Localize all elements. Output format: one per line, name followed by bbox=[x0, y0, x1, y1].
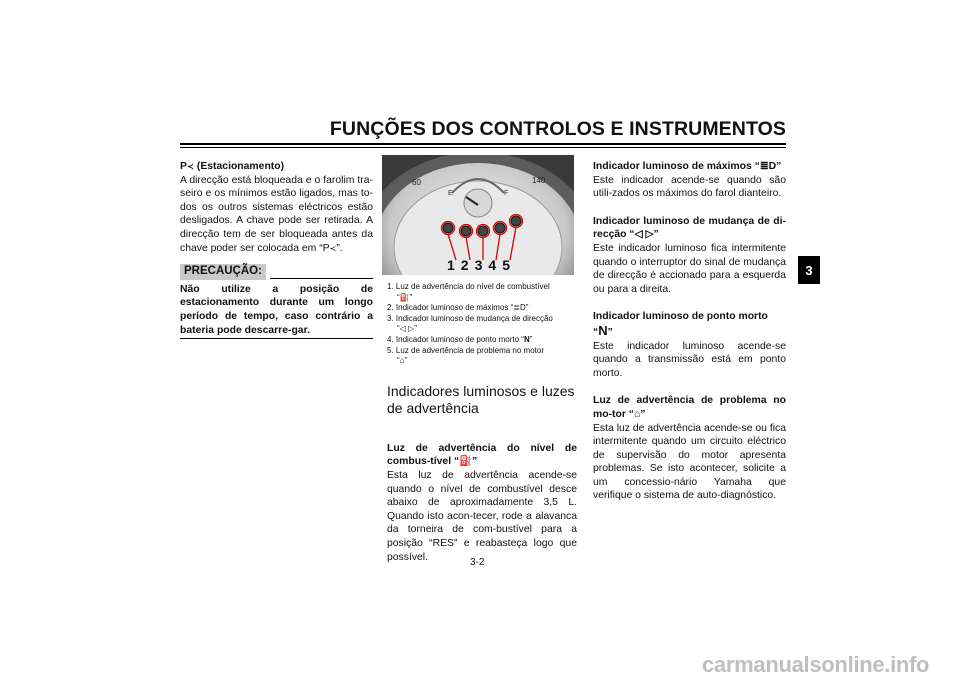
instrument-figure bbox=[382, 155, 574, 275]
parking-p-icon: P≺ bbox=[180, 161, 194, 172]
park-heading: (Estacionamento) bbox=[196, 161, 285, 172]
svg-text:60: 60 bbox=[412, 178, 421, 187]
turn-icon-line: “◁ ▷” bbox=[397, 324, 417, 334]
engine-heading: Luz de advertência de problema no mo-tor “⌂” bbox=[593, 395, 786, 420]
parking-p-icon-inline: P≺ bbox=[322, 242, 337, 254]
high-beam-icon-2: ≣D bbox=[759, 161, 777, 172]
engine-icon-line: “⌂” bbox=[397, 356, 408, 366]
fuel-pump-icon-2: ⛽ bbox=[459, 456, 473, 468]
svg-text:F: F bbox=[504, 190, 509, 197]
neutral-icon: N bbox=[523, 334, 530, 344]
caption-1: 1. Luz de advertência do nível de combustível bbox=[387, 282, 550, 291]
callout-3: 3 bbox=[474, 257, 489, 273]
title-rule bbox=[180, 143, 786, 145]
caution-rule bbox=[270, 278, 373, 279]
caption-4: 4. Indicador luminoso de ponto morto “N” bbox=[387, 334, 533, 344]
high-beam-icon: ≣D bbox=[513, 303, 526, 313]
neutral-icon-2: N bbox=[598, 322, 608, 338]
left-column bbox=[180, 160, 373, 339]
figure-callout-numbers bbox=[447, 257, 516, 273]
fuel-heading-text: Luz de advertência do nível de combus-tível “ bbox=[387, 442, 577, 468]
right-column bbox=[593, 160, 786, 503]
caption-3: 3. Indicador luminoso de mudança de direcção bbox=[387, 313, 553, 323]
svg-text:140: 140 bbox=[532, 176, 546, 185]
engine-heading-text: Luz de advertência de problema no mo-tor “ bbox=[593, 395, 786, 420]
fuel-body: Esta luz de advertência acende-se quando o nível de combustível desce abaixo de aproximadamente 3,5 L. Quando isto acon-tecer, rode a alavanca da torneira de com-bustível para a posição “RES” e reabasteça logo que possível. bbox=[387, 469, 577, 563]
turn-heading-text: Indicador luminoso de mudança de di-recção “ bbox=[593, 215, 786, 241]
middle-column bbox=[387, 282, 577, 564]
caption-2: 2. Indicador luminoso de máximos “≣D” bbox=[387, 303, 529, 313]
fuel-pump-icon: ⛽ bbox=[399, 292, 410, 302]
caution-text: Não utilize a posição de estacionamento durante um longo período de tempo, caso contrário a bateria pode descarre-gar. bbox=[180, 283, 373, 336]
footer-watermark: carmanualsonline.info bbox=[702, 652, 930, 677]
engine-icon-2: ⌂ bbox=[633, 408, 641, 420]
fuel-icon-line: “⛽” bbox=[397, 292, 413, 302]
section-title: Indicadores luminosos e luzes de advertência bbox=[387, 382, 575, 416]
park-body-end: ”. bbox=[336, 242, 343, 254]
page-number: 3-2 bbox=[470, 557, 485, 568]
park-body bbox=[180, 174, 373, 256]
engine-body: Esta luz de advertência acende-se ou fica intermitente quando um circuito eléctrico de supervisão do motor apresenta problemas. Se isto acontecer, solicite a um concessio-nário Yamaha que verifique o sistema de auto-diagnóstico. bbox=[593, 422, 786, 502]
caption-2-text: 2. Indicador luminoso de máximos “ bbox=[387, 303, 514, 313]
park-heading-line bbox=[180, 160, 373, 174]
turn-signal-icon-2: ◁ ▷ bbox=[634, 229, 654, 241]
svg-text:E: E bbox=[448, 190, 453, 197]
figure-captions bbox=[387, 282, 577, 367]
park-body-text: A direcção está bloqueada e o farolim tra-seiro e os mínimos estão ligados, mas to-dos os outros sistemas eléctricos estão desligados. A chave pode ser retirada. A direcção tem de ser bloqueada antes da chave poder ser colocada em “ bbox=[180, 174, 373, 254]
caution-end-rule bbox=[180, 338, 373, 339]
highbeam-heading: Indicador luminoso de máximos “≣D” bbox=[593, 161, 782, 172]
caption-5: 5. Luz de advertência de problema no motor bbox=[387, 345, 544, 355]
caution-header bbox=[180, 264, 373, 280]
turn-signal-icon: ◁ ▷ bbox=[399, 324, 415, 334]
highbeam-heading-text: Indicador luminoso de máximos “ bbox=[593, 161, 760, 172]
highbeam-body: Este indicador acende-se quando são utili-zados os máximos do farol dianteiro. bbox=[593, 174, 786, 200]
callout-4: 4 bbox=[488, 257, 503, 273]
neutral-heading: Indicador luminoso de ponto morto bbox=[593, 311, 768, 323]
turn-body: Este indicador luminoso fica intermitente quando o interruptor do sinal de mudança de direcção é accionado para a esquerda ou para a direita. bbox=[593, 242, 786, 295]
caption-4-text: 4. Indicador luminoso de ponto morto “ bbox=[387, 334, 524, 344]
engine-icon: ⌂ bbox=[399, 356, 405, 366]
title-rule-thin bbox=[180, 147, 786, 148]
turn-heading: Indicador luminoso de mudança de di-recção “◁ ▷” bbox=[593, 215, 786, 241]
page-title: FUNÇÕES DOS CONTROLOS E INSTRUMENTOS bbox=[329, 118, 786, 140]
callout-5: 5 bbox=[502, 257, 516, 273]
neutral-body: Este indicador luminoso acende-se quando a transmissão está em ponto morto. bbox=[593, 340, 786, 379]
chapter-tab: 3 bbox=[798, 256, 820, 284]
callout-2: 2 bbox=[460, 257, 475, 273]
fuel-heading: Luz de advertência do nível de combus-tível “⛽” bbox=[387, 442, 577, 468]
caution-label: PRECAUÇÃO: bbox=[180, 264, 266, 280]
neutral-icon-line: “N” bbox=[593, 322, 613, 338]
callout-1: 1 bbox=[447, 257, 461, 273]
